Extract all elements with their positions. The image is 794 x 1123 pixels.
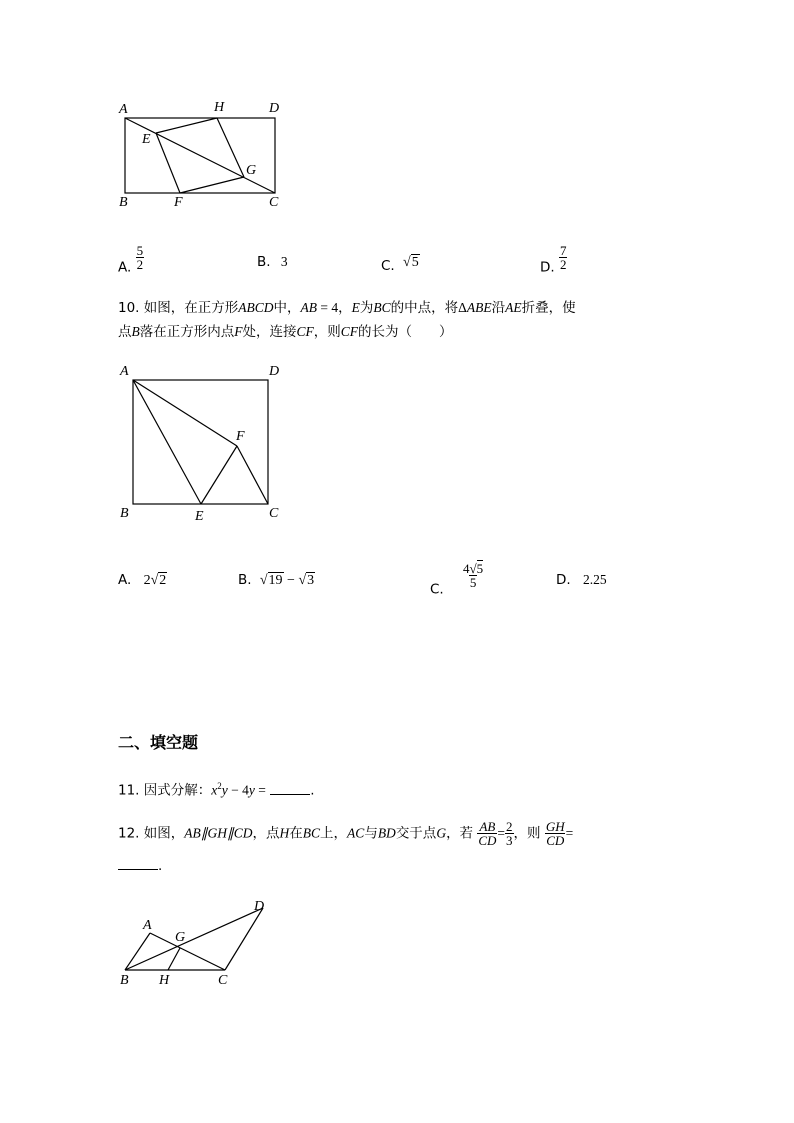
q12-line-AC bbox=[150, 933, 225, 970]
q10-label-A: A bbox=[120, 364, 129, 379]
q9-option-a-fraction bbox=[136, 244, 145, 271]
q11-answer-blank[interactable] bbox=[270, 782, 310, 795]
q11 bbox=[118, 776, 315, 801]
q9-option-c-sqrt: √5 bbox=[403, 255, 419, 270]
q9-option-a-den: 2 bbox=[136, 257, 144, 272]
q9-option-c bbox=[381, 252, 420, 276]
q12-fraction-value bbox=[505, 820, 514, 847]
q9-option-d-den: 2 bbox=[559, 257, 567, 272]
q10-math: CF bbox=[340, 324, 359, 339]
q9-option-c-letter: C. bbox=[381, 258, 395, 274]
q9-label-B: B bbox=[119, 195, 128, 210]
q12-frac-val-den: 3 bbox=[506, 833, 513, 848]
q9-label-A: A bbox=[119, 102, 128, 117]
q10-math: E bbox=[351, 300, 360, 315]
q9-label-G: G bbox=[246, 163, 257, 178]
q12-frac2-den: CD bbox=[546, 833, 565, 848]
q10-math: F bbox=[234, 324, 243, 339]
q9-label-F: F bbox=[174, 195, 183, 210]
q9-line-FE bbox=[156, 133, 180, 193]
q12-line-2 bbox=[118, 856, 162, 876]
q12-answer-blank[interactable] bbox=[118, 857, 158, 870]
q11-y2: y bbox=[248, 782, 255, 798]
q12-text: 在 bbox=[289, 825, 303, 842]
q9-label-C: C bbox=[269, 195, 279, 210]
q9-option-d-num: 7 bbox=[559, 243, 567, 258]
q10-option-d-letter: D. bbox=[556, 572, 571, 588]
q12-fraction-gh-cd bbox=[545, 820, 566, 847]
q10-label-D: D bbox=[269, 364, 280, 379]
q12-math: AB∥GH∥CD bbox=[184, 825, 253, 841]
q12-math: AC bbox=[347, 825, 365, 841]
q12-math: BD bbox=[377, 825, 396, 841]
q10-math: BC bbox=[373, 300, 391, 315]
q9-option-d-letter: D. bbox=[540, 259, 555, 276]
q10-option-c bbox=[430, 562, 484, 600]
q12-text: ，若 bbox=[446, 825, 474, 842]
q10-square bbox=[133, 380, 268, 504]
q10-option-b bbox=[238, 570, 315, 591]
q10-option-a-letter: A. bbox=[118, 572, 132, 588]
q10-option-d-value: 2.25 bbox=[582, 572, 607, 587]
q9-line-AC bbox=[125, 118, 275, 193]
q10-label-F: F bbox=[236, 429, 245, 444]
q12-fraction-ab-cd bbox=[477, 820, 497, 847]
q11-exp: 2 bbox=[217, 781, 222, 791]
q11-y1: y bbox=[221, 782, 228, 798]
q12-frac-val-num: 2 bbox=[506, 819, 513, 834]
q12-text: 如图， bbox=[143, 825, 185, 842]
q12-text: ，则 bbox=[513, 825, 541, 842]
q9-option-a-num: 5 bbox=[136, 243, 144, 258]
q12-line-1 bbox=[118, 820, 573, 847]
q11-number: 11. bbox=[118, 782, 140, 799]
q10-number: 10. bbox=[118, 300, 140, 316]
q11-end: . bbox=[310, 782, 315, 799]
q10-label-C: C bbox=[269, 506, 279, 521]
q12-end: . bbox=[158, 858, 163, 874]
q10-text: 点 bbox=[118, 324, 132, 340]
q10-option-c-coef: 4 bbox=[463, 561, 470, 576]
q10-text: ，则 bbox=[313, 324, 341, 340]
q11-minus4: − 4 bbox=[227, 782, 249, 798]
q9-label-E: E bbox=[142, 132, 151, 147]
q10-line-AE bbox=[133, 380, 201, 504]
q10-text: 落在正方形内点 bbox=[139, 324, 235, 340]
q10-math: AB bbox=[300, 300, 318, 315]
q11-equals: = bbox=[254, 782, 266, 798]
q9-line-EH bbox=[156, 118, 217, 133]
q9-option-a bbox=[118, 244, 144, 278]
q12-frac1-den: CD bbox=[478, 833, 497, 848]
q11-prompt: 因式分解： bbox=[143, 782, 212, 799]
q10-text: 沿 bbox=[491, 300, 506, 316]
q10-text: 折叠，使 bbox=[521, 300, 576, 316]
q10-line-2 bbox=[118, 322, 453, 342]
q9-line-HG bbox=[217, 118, 244, 177]
q10-math: AE bbox=[505, 300, 522, 315]
q12-label-D: D bbox=[254, 899, 265, 914]
q12-math: BC bbox=[302, 825, 321, 841]
q12-frac2-num: GH bbox=[545, 819, 565, 834]
q10-option-b-value: √19 − √3 bbox=[259, 573, 315, 588]
q9-line-GF bbox=[180, 177, 244, 193]
q10-math: ABE bbox=[466, 300, 492, 315]
q10-option-a-coef: 2 bbox=[143, 573, 151, 588]
q10-option-b-letter: B. bbox=[238, 572, 252, 588]
q9-option-d-fraction bbox=[559, 244, 568, 271]
q10-text: 的中点，将 bbox=[390, 300, 459, 316]
q10-text: 如图，在正方形 bbox=[143, 300, 239, 316]
q10-option-b-radicand-1: 19 bbox=[268, 573, 283, 588]
q10-line-EF bbox=[201, 446, 237, 504]
q12-equals-1: = bbox=[497, 825, 506, 841]
q10-option-b-minus: − bbox=[287, 573, 295, 588]
q10-math: CF bbox=[296, 324, 314, 339]
q12-line-CD bbox=[225, 908, 263, 970]
q10-text: 中， bbox=[273, 300, 301, 316]
q12-label-A: A bbox=[143, 918, 152, 933]
q10-figure bbox=[120, 365, 280, 515]
q9-option-b-letter: B. bbox=[257, 254, 271, 270]
q10-label-B: B bbox=[120, 506, 129, 521]
q12-math: G bbox=[436, 825, 447, 841]
q10-option-b-radicand-2: 3 bbox=[307, 573, 315, 588]
q12-equals-2: = bbox=[565, 825, 574, 841]
q10-option-d bbox=[556, 570, 607, 590]
q10-math: Δ bbox=[458, 300, 467, 315]
q12-label-C: C bbox=[218, 973, 228, 988]
q10-math: B bbox=[131, 324, 140, 339]
q10-text: 为 bbox=[359, 300, 374, 316]
q10-option-c-fraction bbox=[462, 562, 484, 589]
q10-line-FC bbox=[237, 446, 268, 504]
q10-option-c-den: 5 bbox=[469, 575, 477, 590]
q12-text: 与 bbox=[364, 825, 378, 842]
q12-text: 交于点 bbox=[395, 825, 437, 842]
q12-text: 上， bbox=[320, 825, 348, 842]
q10-option-c-radicand: 5 bbox=[476, 561, 484, 576]
q10-line-1 bbox=[118, 298, 576, 318]
q9-option-b-value: 3 bbox=[280, 254, 288, 269]
q9-option-a-letter: A. bbox=[118, 259, 132, 276]
q9-option-c-radicand: 5 bbox=[411, 255, 419, 270]
q9-option-d bbox=[540, 244, 567, 278]
q10-option-a-value: 2√2 bbox=[143, 573, 167, 588]
section-title: 二、填空题 bbox=[118, 733, 199, 752]
q12-label-G: G bbox=[175, 930, 186, 945]
q9-label-D: D bbox=[269, 101, 280, 116]
q10-math: = 4， bbox=[317, 300, 352, 315]
q10-option-c-num: 4√5 bbox=[463, 561, 484, 576]
q10-text: 处，连接 bbox=[242, 324, 297, 340]
q10-option-a-radicand: 2 bbox=[159, 573, 167, 588]
q12-frac1-num: AB bbox=[479, 819, 496, 834]
q10-math: ABCD bbox=[238, 300, 274, 315]
q12-number: 12. bbox=[118, 825, 140, 842]
q12-label-B: B bbox=[120, 973, 129, 988]
q9-label-H: H bbox=[214, 100, 225, 115]
q11-x: x bbox=[211, 782, 218, 798]
q10-option-a bbox=[118, 570, 167, 591]
q9-option-b bbox=[257, 252, 288, 272]
q12-line-GH bbox=[168, 948, 180, 970]
q12-math: H bbox=[279, 825, 290, 841]
q10-line-AF bbox=[133, 380, 237, 446]
q12-label-H: H bbox=[159, 973, 170, 988]
q10-text: 的长为（ ） bbox=[358, 324, 453, 340]
q12-text: ，点 bbox=[252, 825, 280, 842]
q10-option-c-letter: C. bbox=[430, 581, 444, 598]
q10-label-E: E bbox=[195, 509, 204, 524]
